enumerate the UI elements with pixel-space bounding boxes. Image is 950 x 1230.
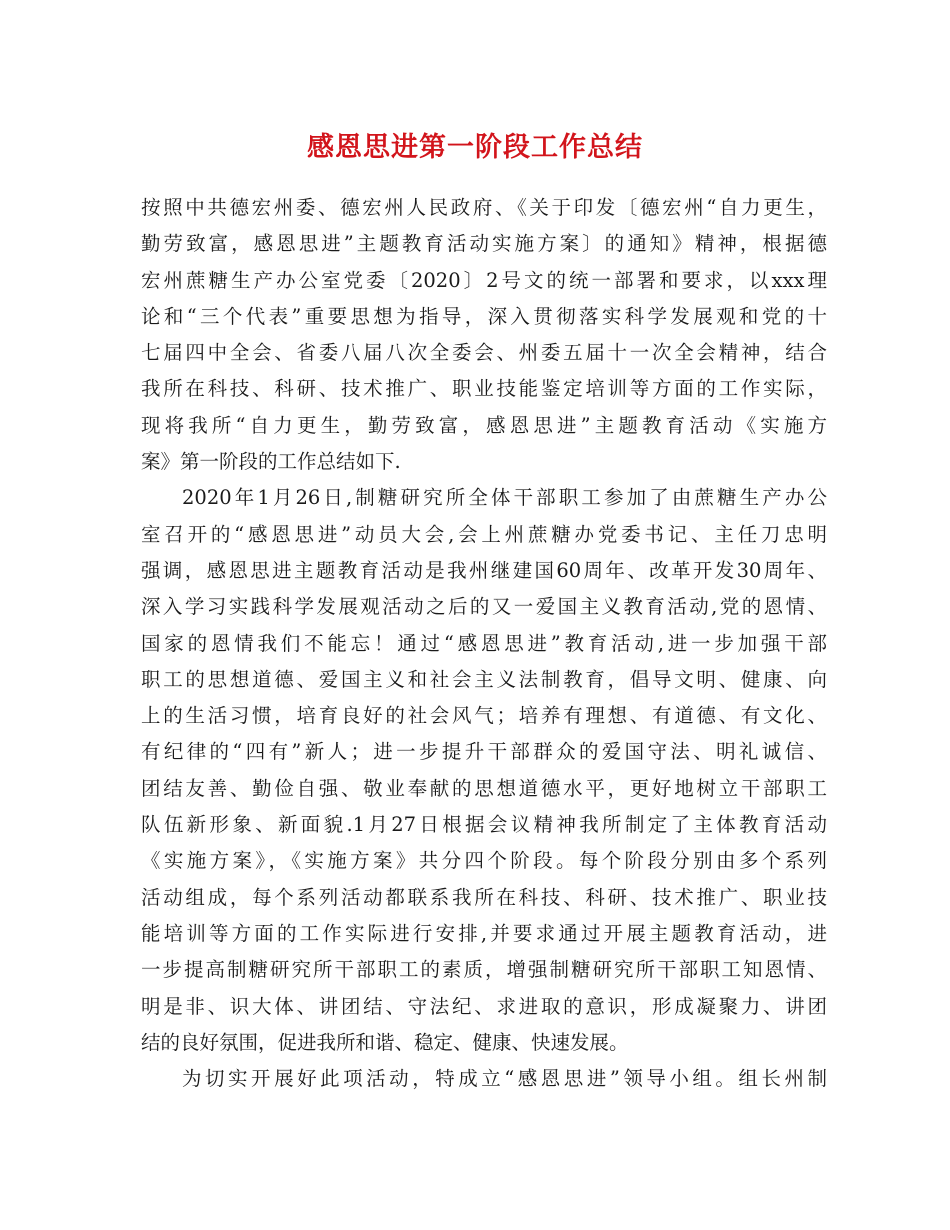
text-line: 现将我所“自力更生，勤劳致富，感恩思进”主题教育活动《实施方	[141, 413, 827, 437]
text-line: 团结友善、勤俭自强、敬业奉献的思想道德水平，更好地树立干部职工	[141, 776, 827, 800]
text-line: 能培训等方面的工作实际进行安排,并要求通过开展主题教育活动，进	[141, 921, 827, 945]
text-line: 案》第一阶段的工作总结如下.	[141, 450, 401, 474]
text-line: 强调，感恩思进主题教育活动是我州继建国60周年、改革开发30周年、	[141, 558, 827, 582]
text-line: 2020年1月26日,制糖研究所全体干部职工参加了由蔗糖生产办公	[182, 486, 827, 510]
text-line: 有纪律的“四有”新人；进一步提升干部群众的爱国守法、明礼诚信、	[141, 740, 827, 764]
document-body	[141, 190, 827, 1097]
text-line: 七届四中全会、省委八届八次全委会、州委五届十一次全会精神，结合	[141, 341, 827, 365]
text-line: 活动组成，每个系列活动都联系我所在科技、科研、技术推广、职业技	[141, 885, 827, 909]
document-title: 感恩思进第一阶段工作总结	[307, 132, 643, 163]
paragraph-1	[141, 190, 827, 480]
text-line: 队伍新形象、新面貌.1月27日根据会议精神我所制定了主体教育活动	[141, 813, 827, 837]
text-line: 室召开的“感恩思进”动员大会,会上州蔗糖办党委书记、主任刀忠明	[141, 522, 827, 546]
text-line: 按照中共德宏州委、德宏州人民政府、《关于印发〔德宏州“自力更生，	[141, 196, 827, 219]
text-line: 勤劳致富，感恩思进”主题教育活动实施方案〕的通知》精神，根据德	[141, 232, 827, 256]
text-line: 我所在科技、科研、技术推广、职业技能鉴定培训等方面的工作实际，	[141, 377, 827, 401]
text-line: 国家的恩情我们不能忘！通过“感恩思进”教育活动,进一步加强干部	[141, 631, 827, 655]
text-line: 一步提高制糖研究所干部职工的素质，增强制糖研究所干部职工知恩情、	[141, 958, 827, 982]
text-line: 论和“三个代表”重要思想为指导，深入贯彻落实科学发展观和党的十	[141, 304, 827, 328]
paragraph-3	[141, 1061, 827, 1097]
text-line: 为切实开展好此项活动，特成立“感恩思进”领导小组。组长州制	[182, 1067, 827, 1091]
paragraph-2	[141, 480, 827, 1061]
text-line: 宏州蔗糖生产办公室党委〔2020〕2号文的统一部署和要求，以xxx理	[141, 268, 827, 292]
text-line: 深入学习实践科学发展观活动之后的又一爱国主义教育活动,党的恩情、	[141, 595, 827, 619]
text-line: 上的生活习惯，培育良好的社会风气；培养有理想、有道德、有文化、	[141, 704, 827, 728]
text-line: 《实施方案》，《实施方案》共分四个阶段。每个阶段分别由多个系列	[141, 849, 827, 873]
text-line: 明是非、识大体、讲团结、守法纪、求进取的意识，形成凝聚力、讲团	[141, 994, 827, 1018]
text-line: 职工的思想道德、爱国主义和社会主义法制教育，倡导文明、健康、向	[141, 667, 827, 691]
text-line: 结的良好氛围，促进我所和谐、稳定、健康、快速发展。	[141, 1030, 629, 1054]
